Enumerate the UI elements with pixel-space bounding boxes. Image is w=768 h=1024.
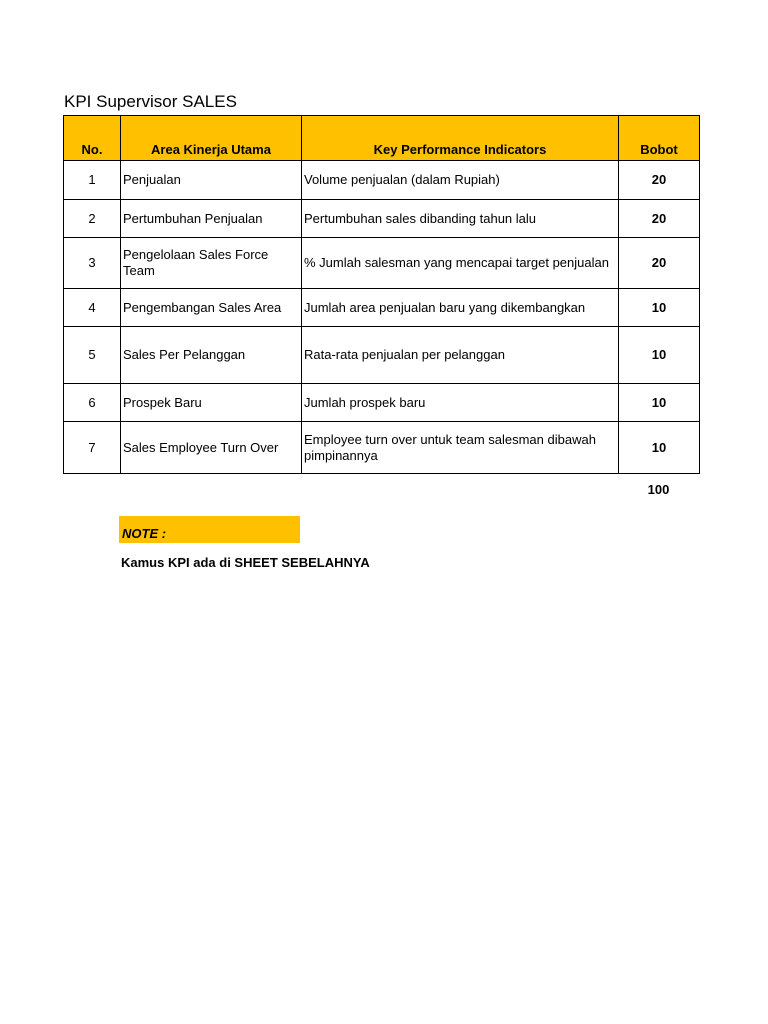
- cell-area: Sales Per Pelanggan: [121, 327, 302, 384]
- table-row: [64, 161, 700, 200]
- cell-area: Pengelolaan Sales Force Team: [121, 238, 302, 289]
- table-header-row: [64, 116, 700, 161]
- cell-kpi: % Jumlah salesman yang mencapai target penjualan: [302, 238, 619, 289]
- cell-bobot: 10: [619, 422, 700, 474]
- table-row: [64, 238, 700, 289]
- table-row: [64, 289, 700, 327]
- cell-kpi: Pertumbuhan sales dibanding tahun lalu: [302, 200, 619, 238]
- note-text: Kamus KPI ada di SHEET SEBELAHNYA: [121, 555, 370, 570]
- header-bobot: Bobot: [619, 116, 700, 161]
- cell-area: Pengembangan Sales Area: [121, 289, 302, 327]
- cell-bobot: 10: [619, 289, 700, 327]
- page-title: KPI Supervisor SALES: [64, 92, 237, 111]
- bobot-total: 100: [647, 482, 670, 497]
- cell-area: Pertumbuhan Penjualan: [121, 200, 302, 238]
- table-row: [64, 327, 700, 384]
- cell-bobot: 20: [619, 238, 700, 289]
- cell-kpi: Rata-rata penjualan per pelanggan: [302, 327, 619, 384]
- note-box: [119, 516, 300, 543]
- cell-bobot: 20: [619, 200, 700, 238]
- cell-bobot: 10: [619, 384, 700, 422]
- cell-area: Penjualan: [121, 161, 302, 200]
- table-row: [64, 422, 700, 474]
- header-area: Area Kinerja Utama: [121, 116, 302, 161]
- cell-kpi: Jumlah prospek baru: [302, 384, 619, 422]
- header-kpi: Key Performance Indicators: [302, 116, 619, 161]
- cell-no: 4: [64, 289, 121, 327]
- cell-kpi: Volume penjualan (dalam Rupiah): [302, 161, 619, 200]
- cell-area: Sales Employee Turn Over: [121, 422, 302, 474]
- cell-kpi: Employee turn over untuk team salesman dibawah pimpinannya: [302, 422, 619, 474]
- cell-area: Prospek Baru: [121, 384, 302, 422]
- cell-no: 2: [64, 200, 121, 238]
- cell-bobot: 20: [619, 161, 700, 200]
- note-label: NOTE :: [122, 526, 167, 541]
- cell-no: 7: [64, 422, 121, 474]
- cell-no: 5: [64, 327, 121, 384]
- cell-no: 3: [64, 238, 121, 289]
- cell-kpi: Jumlah area penjualan baru yang dikembangkan: [302, 289, 619, 327]
- kpi-table: [63, 115, 700, 474]
- cell-no: 1: [64, 161, 121, 200]
- table-row: [64, 384, 700, 422]
- cell-bobot: 10: [619, 327, 700, 384]
- header-no: No.: [64, 116, 121, 161]
- cell-no: 6: [64, 384, 121, 422]
- table-row: [64, 200, 700, 238]
